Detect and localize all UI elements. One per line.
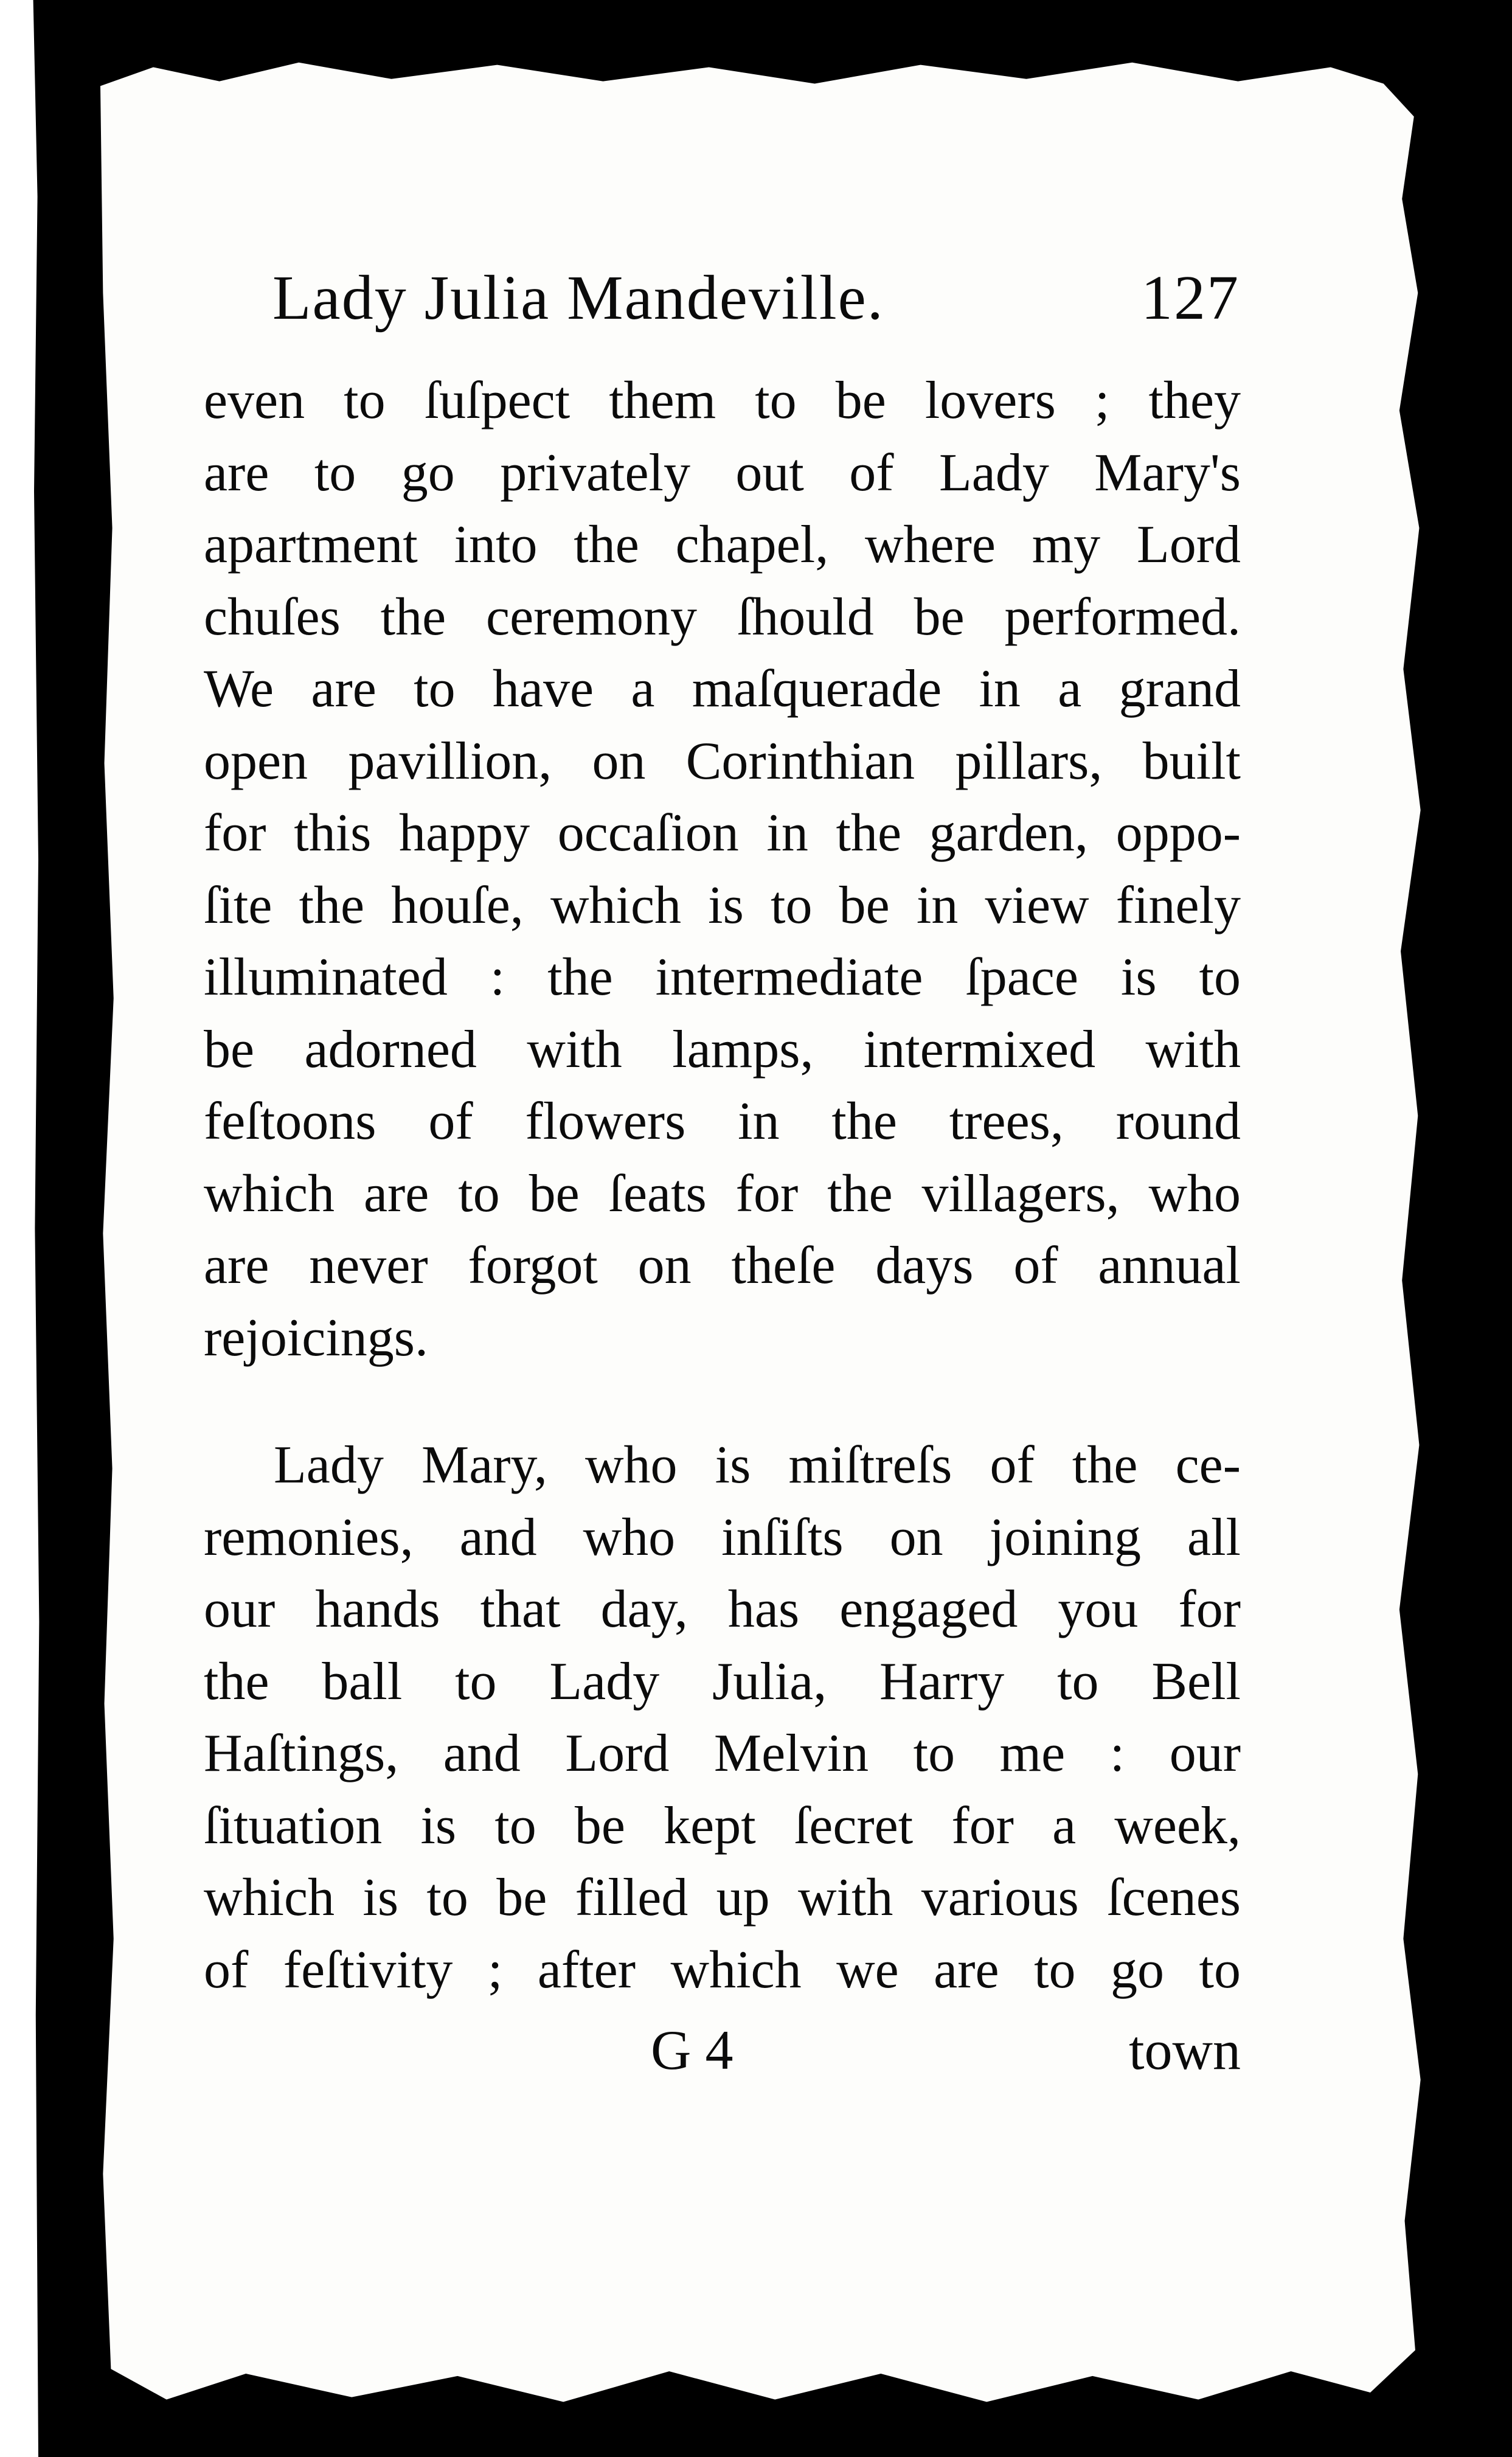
paragraph-1 [204, 365, 1241, 1374]
page-number: 127 [1141, 263, 1240, 333]
text-line: are to go privately out of Lady Mary's [204, 443, 1241, 502]
scan-margin [43, 0, 100, 2457]
text-line: be adorned with lamps, intermixed with [204, 1020, 1241, 1079]
signature-mark: G 4 [651, 2019, 733, 2081]
text-line: are never forgot on theſe days of annual [204, 1236, 1241, 1295]
text-line: Haſtings, and Lord Melvin to me : our [204, 1724, 1241, 1783]
paragraph-2 [204, 1430, 1241, 2006]
text-line: chuſes the ceremony ſhould be performed. [204, 587, 1241, 647]
page-footer [204, 2014, 1241, 2087]
text-line: Lady Mary, who is miſtreſs of the ce- [274, 1436, 1241, 1495]
text-line: apartment into the chapel, where my Lord [204, 515, 1241, 574]
text-line: even to ſuſpect them to be lovers ; they [204, 371, 1241, 430]
text-line: ſite the houſe, which is to be in view finely [204, 875, 1241, 935]
running-title: Lady Julia Mandeville. [272, 263, 884, 333]
text-line: We are to have a maſquerade in a grand [204, 659, 1241, 718]
text-line: which are to be ſeats for the villagers, who [204, 1164, 1241, 1223]
adjacent-page-edge [0, 0, 43, 2457]
running-header [272, 259, 1240, 338]
text-line: our hands that day, has engaged you for [204, 1580, 1241, 1639]
text-line: which is to be filled up with various ſcenes [204, 1868, 1241, 1927]
text-line: for this happy occaſion in the garden, oppo- [204, 804, 1241, 863]
text-line: feſtoons of flowers in the trees, round [204, 1092, 1241, 1151]
catchword: town [1129, 2019, 1241, 2081]
text-line: open pavillion, on Corinthian pillars, built [204, 731, 1241, 791]
text-line: rejoicings. [204, 1308, 429, 1368]
text-line: of feſtivity ; after which we are to go to [204, 1940, 1241, 2000]
text-line: ſituation is to be kept ſecret for a week, [204, 1796, 1241, 1855]
text-line: the ball to Lady Julia, Harry to Bell [204, 1652, 1241, 1711]
text-line: remonies, and who inſiſts on joining all [204, 1507, 1241, 1567]
text-line: illuminated : the intermediate ſpace is to [204, 948, 1241, 1007]
